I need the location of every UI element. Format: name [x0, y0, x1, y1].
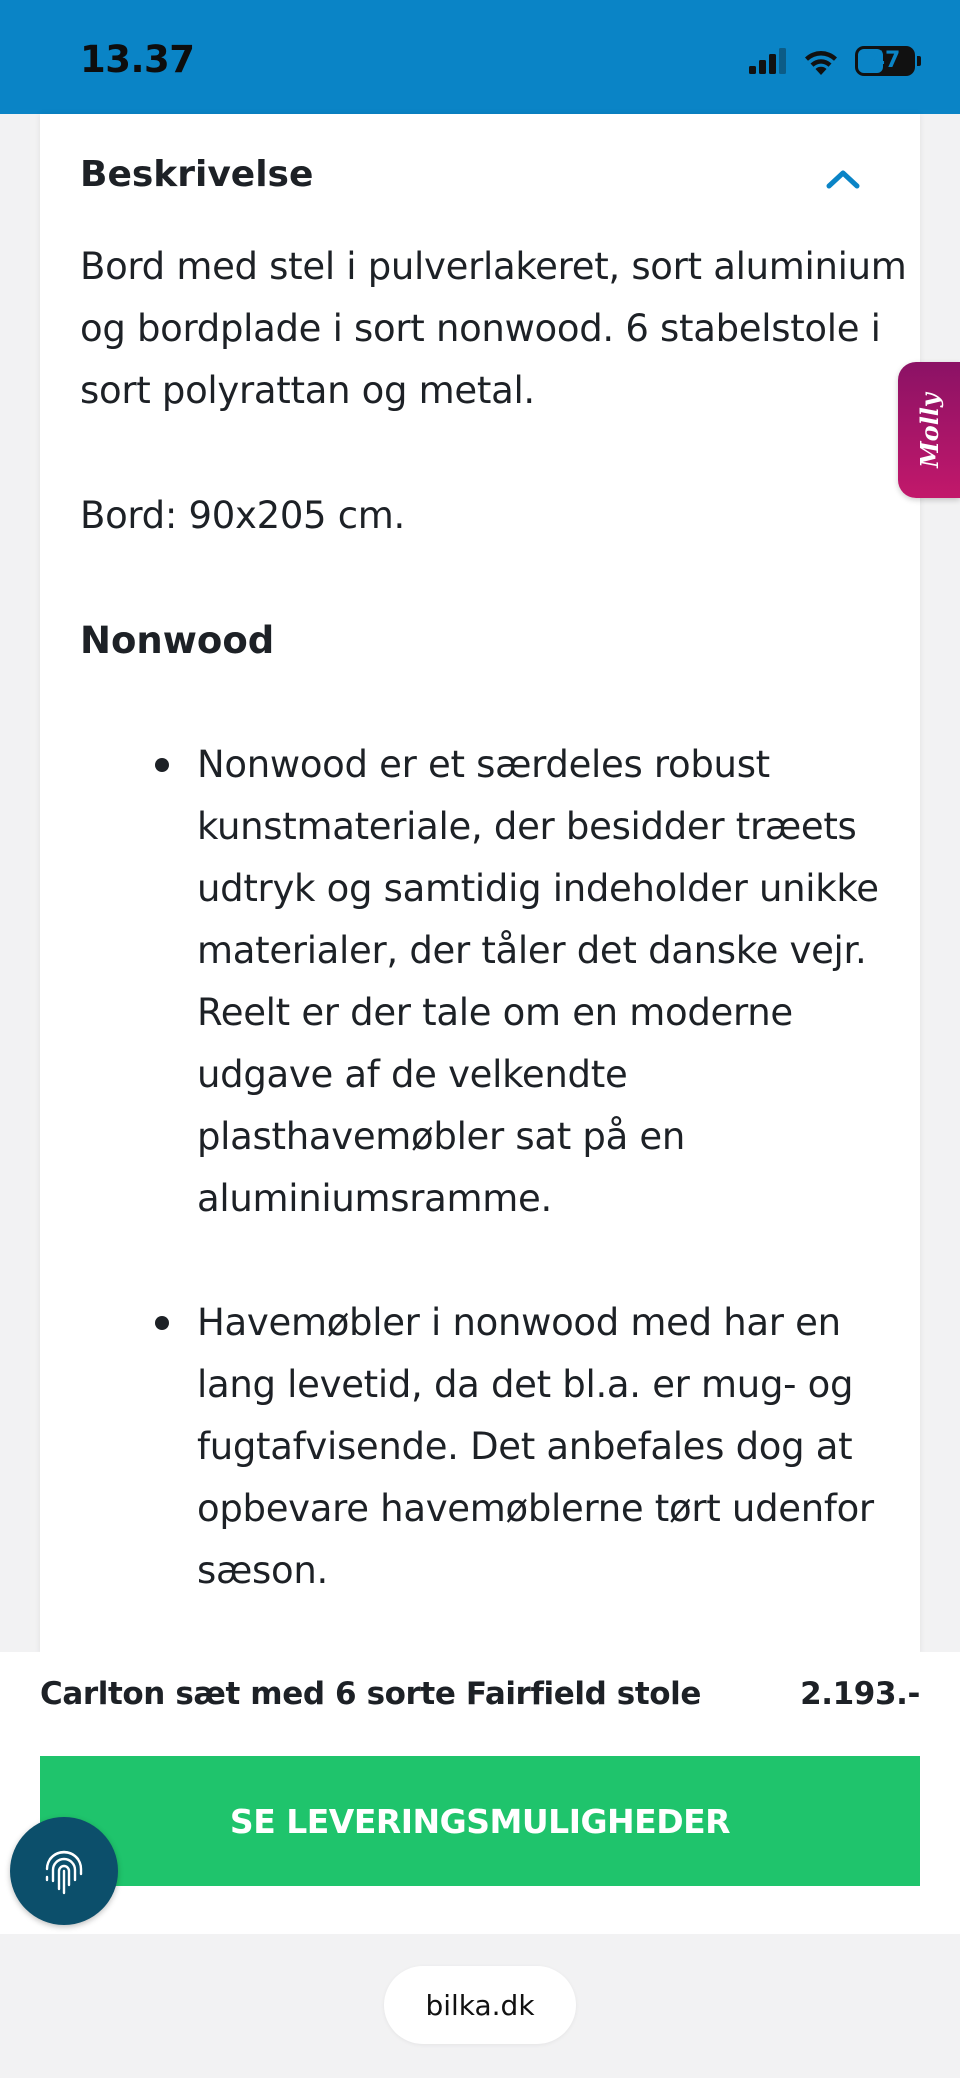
status-icons	[749, 44, 915, 78]
battery-icon	[855, 46, 915, 76]
delivery-options-button[interactable]	[40, 1756, 920, 1886]
purchase-bar	[0, 1652, 960, 1934]
signal-icon	[749, 48, 787, 74]
table-dimensions-text: Bord: 90x205 cm.	[80, 494, 406, 537]
wifi-icon	[803, 48, 839, 75]
fingerprint-button[interactable]	[10, 1817, 118, 1925]
chevron-up-icon	[826, 168, 860, 190]
nonwood-bullet-list	[80, 734, 910, 1602]
browser-url-bar[interactable]	[384, 1966, 576, 2044]
list-item	[80, 734, 910, 1230]
product-price: 2.193.-	[800, 1676, 920, 1712]
collapse-description-button[interactable]	[818, 154, 868, 204]
molly-label: Molly	[914, 392, 944, 468]
fingerprint-icon	[42, 1847, 86, 1895]
list-item	[80, 1292, 910, 1602]
description-card	[40, 114, 920, 1654]
bullet-icon	[155, 758, 169, 772]
nonwood-subheading: Nonwood	[80, 619, 275, 662]
description-title: Beskrivelse	[80, 154, 314, 195]
url-text: bilka.dk	[425, 1988, 535, 2022]
battery-level: 47	[869, 48, 901, 73]
bullet-icon	[155, 1316, 169, 1330]
list-item-text: Nonwood er et særdeles robust kunstmateriale, der besidder træets udtryk og samtidig indeholder unikke materialer, der tåler det danske vejr. Reelt er der tale om en moderne udgave af de velkendte plasthavemøbler sat på en aluminiumsramme.	[197, 743, 879, 1220]
status-time: 13.37	[80, 38, 195, 81]
molly-chat-tab[interactable]	[898, 362, 960, 498]
list-item-text: Havemøbler i nonwood med har en lang levetid, da det bl.a. er mug- og fugtafvisende. Det anbefales dog at opbevare havemøblerne tørt udenfor sæson.	[197, 1301, 874, 1592]
status-bar	[0, 0, 960, 114]
product-name: Carlton sæt med 6 sorte Fairfield stole	[40, 1676, 702, 1712]
description-paragraph: Bord med stel i pulverlakeret, sort aluminium og bordplade i sort nonwood. 6 stabelstole i sort polyrattan og metal.	[80, 245, 907, 412]
delivery-options-label: SE LEVERINGSMULIGHEDER	[229, 1801, 731, 1841]
